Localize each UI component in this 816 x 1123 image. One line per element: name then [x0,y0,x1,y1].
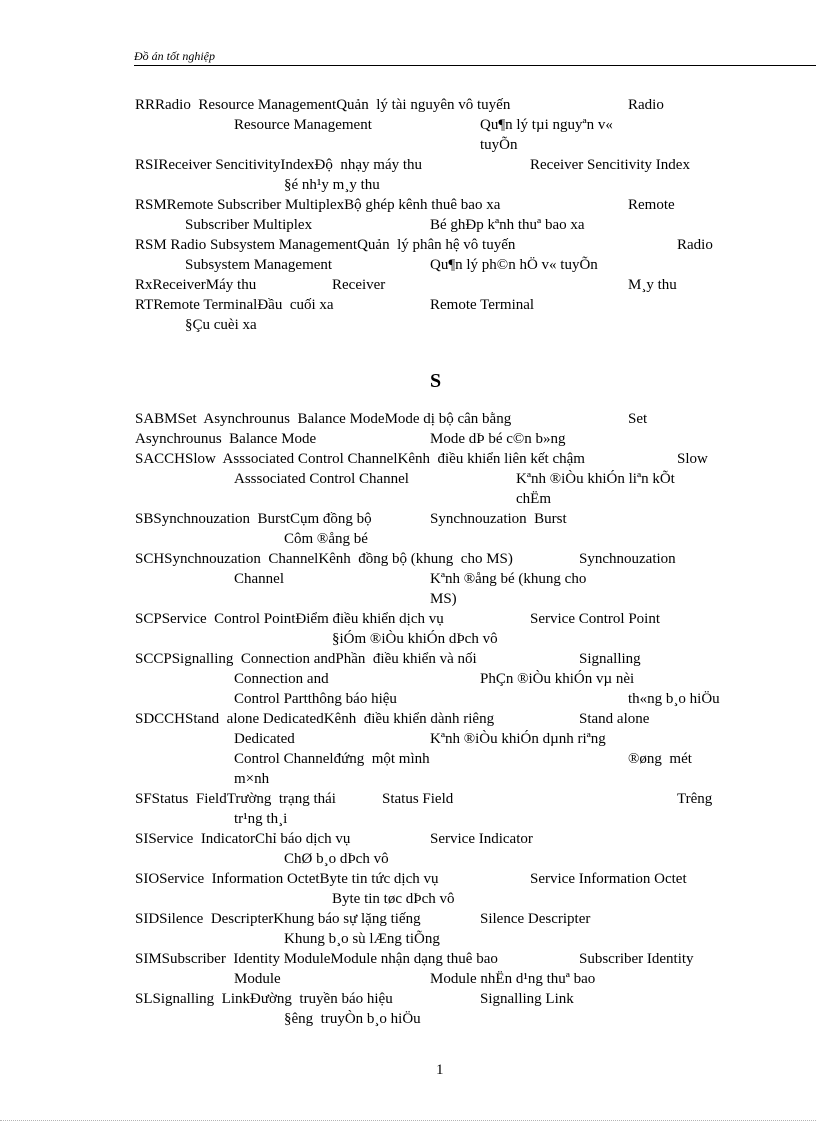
glossary-line: SFStatus FieldTrường trạng thái [135,791,336,807]
glossary-line: Service Control Point [530,611,660,627]
glossary-line: m×nh [234,771,270,787]
glossary-line: Kªnh ®ång bé (khung cho [430,571,587,587]
glossary-line: Control Partthông báo hiệu [234,691,397,707]
glossary-line: Dedicated [234,731,295,747]
glossary-line: ®øng mét [628,751,692,767]
glossary-line: Remote Terminal [430,297,535,313]
glossary-line: Remote [628,197,675,213]
glossary-line: SIService IndicatorChỉ báo dịch vụ [135,831,351,847]
glossary-line: Resource Management [234,117,372,133]
glossary-line: Status Field [382,791,454,807]
glossary-line: RxReceiverMáy thu [135,277,257,293]
glossary-line: Control Channelđứng một mình [234,751,430,767]
glossary-line: Connection and [234,671,329,687]
glossary-line: Radio [677,237,713,253]
glossary-line: §Çu cuèi xa [185,317,257,333]
glossary-line: Signalling [579,651,641,667]
section-heading: S [430,370,442,392]
glossary-line: Slow [677,451,708,467]
page-header [134,49,816,66]
glossary-line: RTRemote TerminalĐầu cuối xa [135,297,334,313]
glossary-line: SCCPSignalling Connection andPhần điều khiển và nối [135,651,477,667]
glossary-line: Asynchrounus Balance Mode [135,431,317,447]
glossary-line: Khung b¸o sù lÆng tiÕng [284,931,440,947]
glossary-line: Trêng [677,791,713,807]
glossary-line: Module nhËn d¹ng thuª bao [430,971,596,987]
glossary-line: Mode dÞ bé c©n b»ng [430,431,566,447]
glossary-line: SABMSet Asynchrounus Balance ModeMode dị bộ cân bằng [135,411,512,427]
glossary-line: Asssociated Control Channel [234,471,409,487]
glossary-line: Synchnouzation [579,551,676,567]
glossary-line: Subscriber Identity [579,951,694,967]
glossary-line: Kªnh ®iÒu khiÓn dµnh riªng [430,731,606,747]
glossary-line: Qu¶n lý tµi nguyªn v« [480,117,613,133]
glossary-line: Set [628,411,648,427]
glossary-line: RSMRemote Subscriber MultiplexBộ ghép kênh thuê bao xa [135,197,501,213]
glossary-line: SIOService Information OctetByte tin tức dịch vụ [135,871,439,887]
glossary-line: SBSynchnouzation BurstCụm đồng bộ [135,511,372,527]
glossary-line: Service Indicator [430,831,533,847]
glossary-line: SLSignalling LinkĐường truyền báo hiệu [135,991,393,1007]
header-title: Đồ án tốt nghiệp [134,49,215,63]
glossary-line: Signalling Link [480,991,574,1007]
glossary-line: Stand alone [579,711,650,727]
glossary-line: Silence Descripter [480,911,591,927]
glossary-line: Bé ghÐp kªnh thuª bao xa [430,217,585,233]
glossary-line: Receiver Sencitivity Index [530,157,690,173]
glossary-line: Kªnh ®iÒu khiÓn liªn kÕt [516,471,675,487]
glossary-line: SACCHSlow Asssociated Control ChannelKênh điều khiển liên kết chậm [135,451,585,467]
glossary-line: SCHSynchnouzation ChannelKênh đồng bộ (khung cho MS) [135,551,513,567]
glossary-line: MS) [430,591,457,607]
glossary-line: PhÇn ®iÒu khiÓn vµ nèi [480,671,635,687]
glossary-line: Qu¶n lý ph©n hÖ v« tuyÕn [430,257,598,273]
glossary-line: Côm ®ång bé [284,531,368,547]
glossary-line: Module [234,971,281,987]
glossary-line: §êng truyÒn b¸o hiÖu [284,1011,421,1027]
glossary-line: chËm [516,491,551,507]
glossary-line: RRRadio Resource ManagementQuản lý tài nguyên vô tuyến [135,97,511,113]
glossary-line: Synchnouzation Burst [430,511,567,527]
glossary-line: Receiver [332,277,386,293]
glossary-line: Service Information Octet [530,871,687,887]
glossary-line: SDCCHStand alone DedicatedKênh điều khiển dành riêng [135,711,495,727]
glossary-line: Subscriber Multiplex [185,217,313,233]
glossary-line: Byte tin tøc dÞch vô [332,891,455,907]
page-number: 1 [436,1062,444,1078]
glossary-line: SCPService Control PointĐiểm điều khiển dịch vụ [135,611,444,627]
glossary-line: RSIReceiver SencitivityIndexĐộ nhạy máy thu [135,157,423,173]
page-bottom-divider [0,1120,816,1121]
glossary-line: §é nh¹y m¸y thu [284,177,380,193]
glossary-line: §iÓm ®iÒu khiÓn dÞch vô [332,631,498,647]
glossary-line: SIMSubscriber Identity ModuleModule nhận dạng thuê bao [135,951,498,967]
glossary-line: SIDSilence DescripterKhung báo sự lặng tiếng [135,911,421,927]
glossary-line: th«ng b¸o hiÖu [628,691,720,707]
glossary-line: RSM Radio Subsystem ManagementQuản lý phân hệ vô tuyến [135,237,516,253]
glossary-line: tuyÕn [480,137,518,153]
glossary-line: ChØ b¸o dÞch vô [284,851,389,867]
glossary-line: Radio [628,97,664,113]
glossary-line: Channel [234,571,284,587]
glossary-line: Subsystem Management [185,257,333,273]
glossary-line: tr¹ng th¸i [234,811,288,827]
glossary-line: M¸y thu [628,277,677,293]
